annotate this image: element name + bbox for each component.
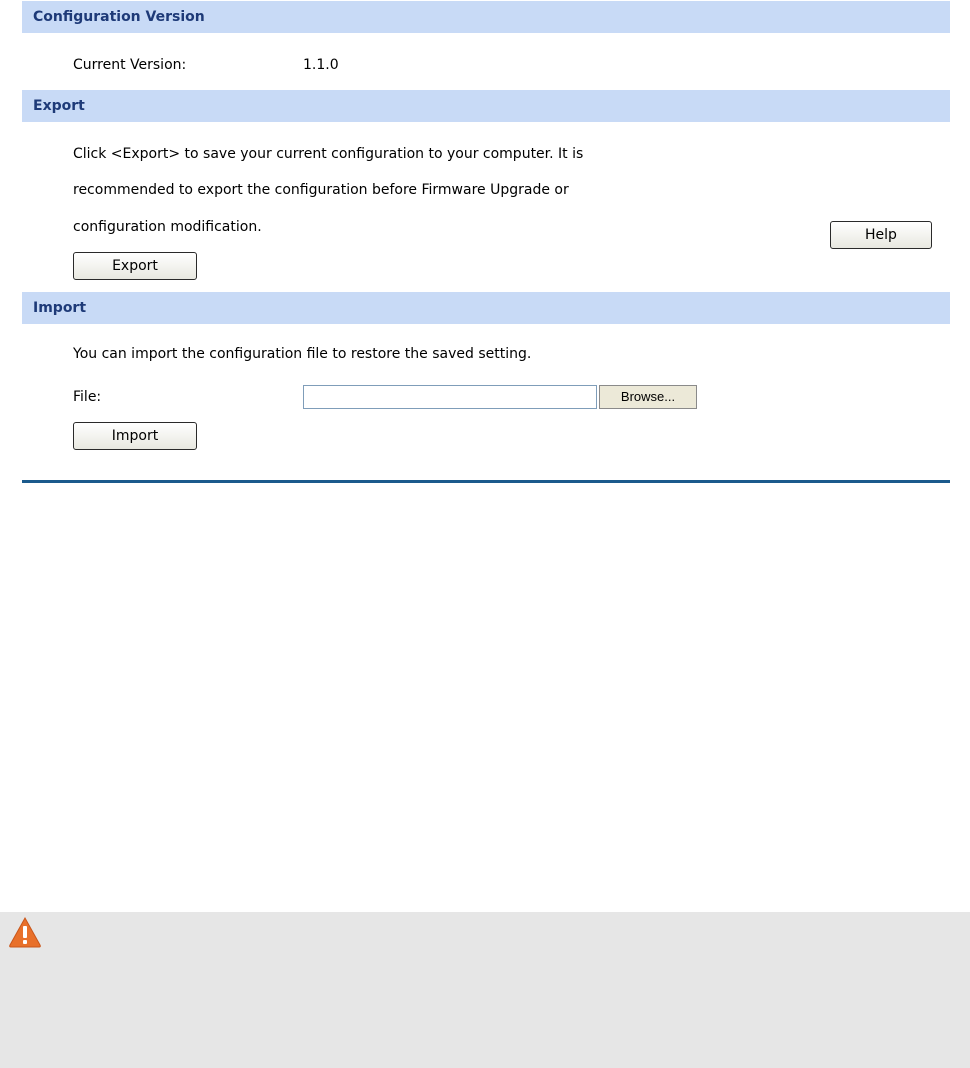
section-header-import [22,292,950,324]
section-title: Import [33,300,87,316]
section-header-export [22,90,950,122]
file-label: File: [73,389,102,405]
export-description-line3: configuration modification. [73,219,262,235]
config-panel [22,0,950,483]
warning-icon [8,916,42,948]
current-version-label: Current Version: [73,57,187,73]
import-button[interactable]: Import [73,422,197,450]
section-title: Configuration Version [33,9,205,25]
note-box [0,912,970,1068]
section-title: Export [33,98,85,114]
import-description: You can import the configuration file to restore the saved setting. [73,346,532,362]
browse-button[interactable]: Browse... [599,385,697,409]
section-header-config-version [22,1,950,33]
current-version-value: 1.1.0 [303,57,339,73]
file-path-input[interactable] [303,385,597,409]
panel-bottom-divider [22,480,950,483]
export-description-line2: recommended to export the configuration before Firmware Upgrade or [73,182,569,198]
export-description-line1: Click <Export> to save your current configuration to your computer. It is [73,146,584,162]
help-button[interactable]: Help [830,221,932,249]
export-button[interactable]: Export [73,252,197,280]
